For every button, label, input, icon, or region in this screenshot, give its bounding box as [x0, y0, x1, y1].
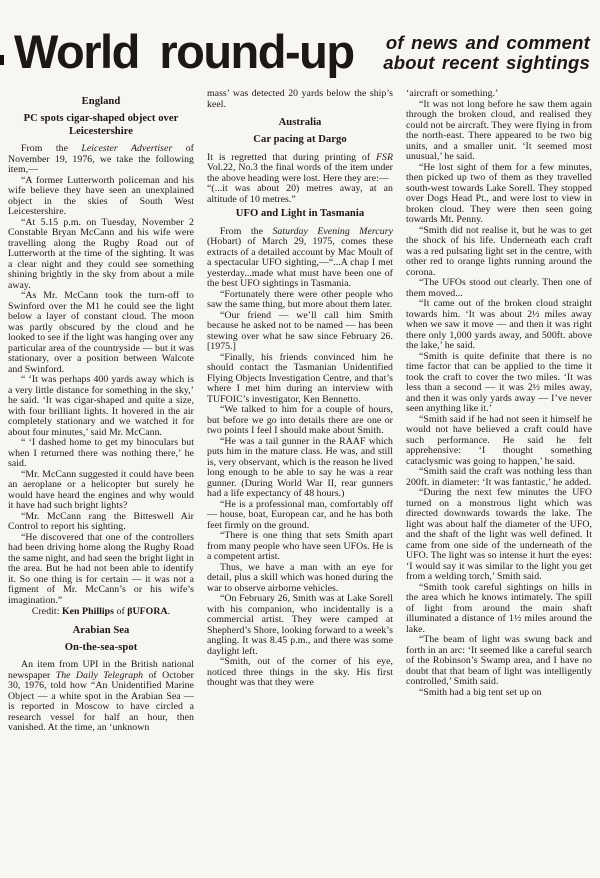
paragraph: “Smith had a big tent set up on [419, 686, 542, 698]
paragraph: “There is one thing that sets Smith apart from many people who have seen UFOs. He is a competent artist. [207, 530, 393, 562]
paragraph: ‘aircraft or something.’ [406, 89, 499, 99]
paragraph: “On February 26, Smith was at Lake Sorell with his companion, who incidentally is a commercial artist. They were camped at Shepherd’s Shore, looking forward to a week’s angling. It was 8.45 p.m., and there was some daylight left. [207, 593, 393, 657]
paragraph: “Our friend — we’ll call him Smith because he asked not to be named — has been stewing over what he saw since February 26. [1975.] [207, 309, 393, 352]
paragraph: “It was not long before he saw them again through the broken cloud, and realised they could not be aircraft. They were flying in from the north-east. There appeared to be two big units, and a smaller unit. ‘It seemed most unusual,’ he said. [406, 98, 592, 162]
paragraph: An item from UPI in the British national newspaper The Daily Telegraph of October 30, 1976, told how “An Unidentified Marine Object — a white spot in the Arabian Sea — is reported in Moscow to have circled a research vessel for half an hour, then vanished. At the time, an ‘unknown [8, 659, 194, 733]
magazine-page [0, 25, 600, 878]
paragraph: “Smith said the craft was nothing less than 200ft. in diameter: ‘It was fantastic,’ he added. [406, 466, 592, 488]
section-country-heading: Australia [278, 117, 322, 128]
paragraph: From the Saturday Evening Mercury (Hobart) of March 29, 1975, comes these extracts of a detailed account by Mac Moult of a spectacular UFO sighting,—“...A chap I met yesterday...made what must have been one of the best UFO sightings in Tasmania. [207, 225, 393, 289]
paragraph: “Finally, his friends convinced him he should contact the Tasmanian Unidentified Flying Objects Investigation Centre, and that’s where I met him during an interview with TUFOIC’s investigator, Ken Bennetto. [207, 351, 393, 405]
article-headline: PC spots cigar-shaped object over Leicestershire [23, 113, 179, 137]
article-columns [8, 89, 592, 801]
paragraph: “We talked to him for a couple of hours, but before we go into details there are one or two points I feel I should make about Smith. [207, 404, 393, 436]
paragraph: “Mr. McCann suggested it could have been an aeroplane or a helicopter but surely he would have heard the engines and why would it have had such bright lights? [8, 468, 194, 511]
page-title: World round-up [14, 25, 354, 78]
paragraph: “As Mr. McCann took the turn-off to Swinford over the M1 he could see the light below a layer of constant cloud. The moon was partly obscured by the cloud and he looked to see if the light was hanging over any particular area of the countryside — but it was stationary, over a position between Walcote and Swinford. [8, 290, 194, 375]
page-subtitle [383, 33, 590, 72]
paragraph: “He lost sight of them for a few minutes, then picked up two of them as they travelled south-west towards Lake Sorell. They stopped over Dogs Head Pt., and were lost to view in broken cloud. They were then seen going towards Mt. Penny. [406, 161, 592, 225]
paragraph: It is regretted that during printing of FSR Vol.22, No.3 the final words of the item under the above heading were lost. Here they are:— [207, 151, 393, 184]
paragraph: “He discovered that one of the controllers had been driving home along the Rugby Road the same night, and had seen the bright light in the area. But he had not been able to identify it. So one thing is for certain — it was not a figment of Mr. McCann’s or his wife’s imagination.” [8, 531, 194, 606]
article-headline: Car pacing at Dargo [253, 134, 347, 145]
paragraph: “At 5.15 p.m. on Tuesday, November 2 Constable Bryan McCann and his wife were travelling along the Rugby Road out of Lutterworth at the time of the sighting. It was a clear night and they could see something shining brightly in the sky from about a mile away. [8, 216, 194, 291]
paragraph: “He is a professional man, comfortably off — house, boat, European car, and he has both feet firmly on the ground. [207, 498, 393, 531]
paragraph: “Smith took careful sightings on hills in the area which he knows intimately. The spill of light from around the main shaft illuminated a distance of 1½ miles around the lake. [406, 581, 592, 635]
paragraph: “Smith, out of the corner of his eye, noticed three things in the sky. His first thought was that they were [207, 656, 393, 688]
paragraph: Thus, we have a man with an eye for detail, plus a skill which was honed during the war to observe airborne vehicles. [207, 561, 393, 594]
paragraph: “Smith said if he had not seen it himself he would not have believed a craft could have such performance. He said he felt apprehensive: ‘I thought something cataclysmic was going to happen,’ he said. [406, 413, 592, 467]
article-headline: UFO and Light in Tasmania [235, 208, 365, 219]
section-country-heading: England [81, 96, 121, 107]
subtitle-line-2: about recent sightings [383, 51, 590, 73]
credit-line: Credit: Ken Phillips of βUFORA. [31, 606, 171, 617]
text-column [406, 89, 592, 801]
text-column [207, 89, 393, 801]
section-country-heading: Arabian Sea [72, 624, 130, 636]
paragraph: “ ‘It was perhaps 400 yards away which is a very little distance for something in the sky,’ he said. ‘It was cigar-shaped and quite a size, with four brilliant lights. It hovered in the air completely stationary and we watched it for about four minutes,’ said Mr. McCann. [8, 374, 194, 438]
article-headline: On-the-sea-spot [64, 641, 138, 653]
paragraph: “He was a tail gunner in the RAAF which puts him in the mature class. He was, and still is, very observant, which is the reason he lived long enough to be able to say he was a rear gunner. (During World War II, rear gunners had a life expectancy of 48 hours.) [207, 435, 393, 499]
paragraph: “It came out of the broken cloud straight towards him. ‘It was about 2½ miles away when we saw it move — and then it was right there only 1,000 yards away, and 500ft. above the lake,’ he said. [406, 298, 592, 351]
paragraph: “During the next few minutes the UFO turned on a monstrous light which was directed downwards towards the lake. The light was about half the diameter of the UFO, and the shaft of the light was well defined. It came from one side of the underneath of the UFO. The light was so intense it hurt the eyes: ‘I would say it was similar to the light you get from a welding torch,’ Smith said. [406, 487, 592, 582]
paragraph: “Fortunately there were other people who saw the same thing, but more about them later. [207, 288, 393, 310]
paragraph: “The beam of light was swung back and forth in an arc: ‘It seemed like a careful search of the Robinson’s Swamp area, and I have no doubt that that beam of light was intelligently controlled,’ Smith said. [406, 634, 592, 687]
paragraph: “Smith is quite definite that there is no time factor that can be applied to the time it took the craft to cover the two miles. ‘It was less than a second — it was 2½ miles away, and then it was only yards away — I’ve never seen anything like it.’ [406, 350, 592, 414]
subtitle-line-1: of news and comment [385, 32, 590, 53]
text-column [8, 89, 194, 801]
paragraph: “The UFOs stood out clearly. Then one of them moved... [406, 277, 592, 299]
scan-artifact [0, 55, 4, 65]
paragraph: From the Leicester Advertiser of November 19, 1976, we take the following item,— [8, 143, 194, 175]
paragraph: “Mr. McCann rang the Bitteswell Air Control to report his sighting. [8, 510, 194, 532]
paragraph: “(...it was about 20) metres away, at an altitude of 10 metres.” [207, 183, 393, 205]
paragraph: “A former Lutterworth policeman and his wife believe they have seen an unexplained object in the skies of South West Leicestershire. [8, 174, 194, 217]
paragraph: “Smith did not realise it, but he was to get the shock of his life. Underneath each craft was a red pulsating light set in the centre, with other red to orange lights running around the corona. [406, 224, 592, 278]
masthead [14, 25, 590, 78]
paragraph: mass’ was detected 20 yards below the ship’s keel. [207, 89, 393, 110]
paragraph: “ ‘I dashed home to get my binoculars but when I returned there was nothing there,’ he said. [8, 437, 194, 469]
